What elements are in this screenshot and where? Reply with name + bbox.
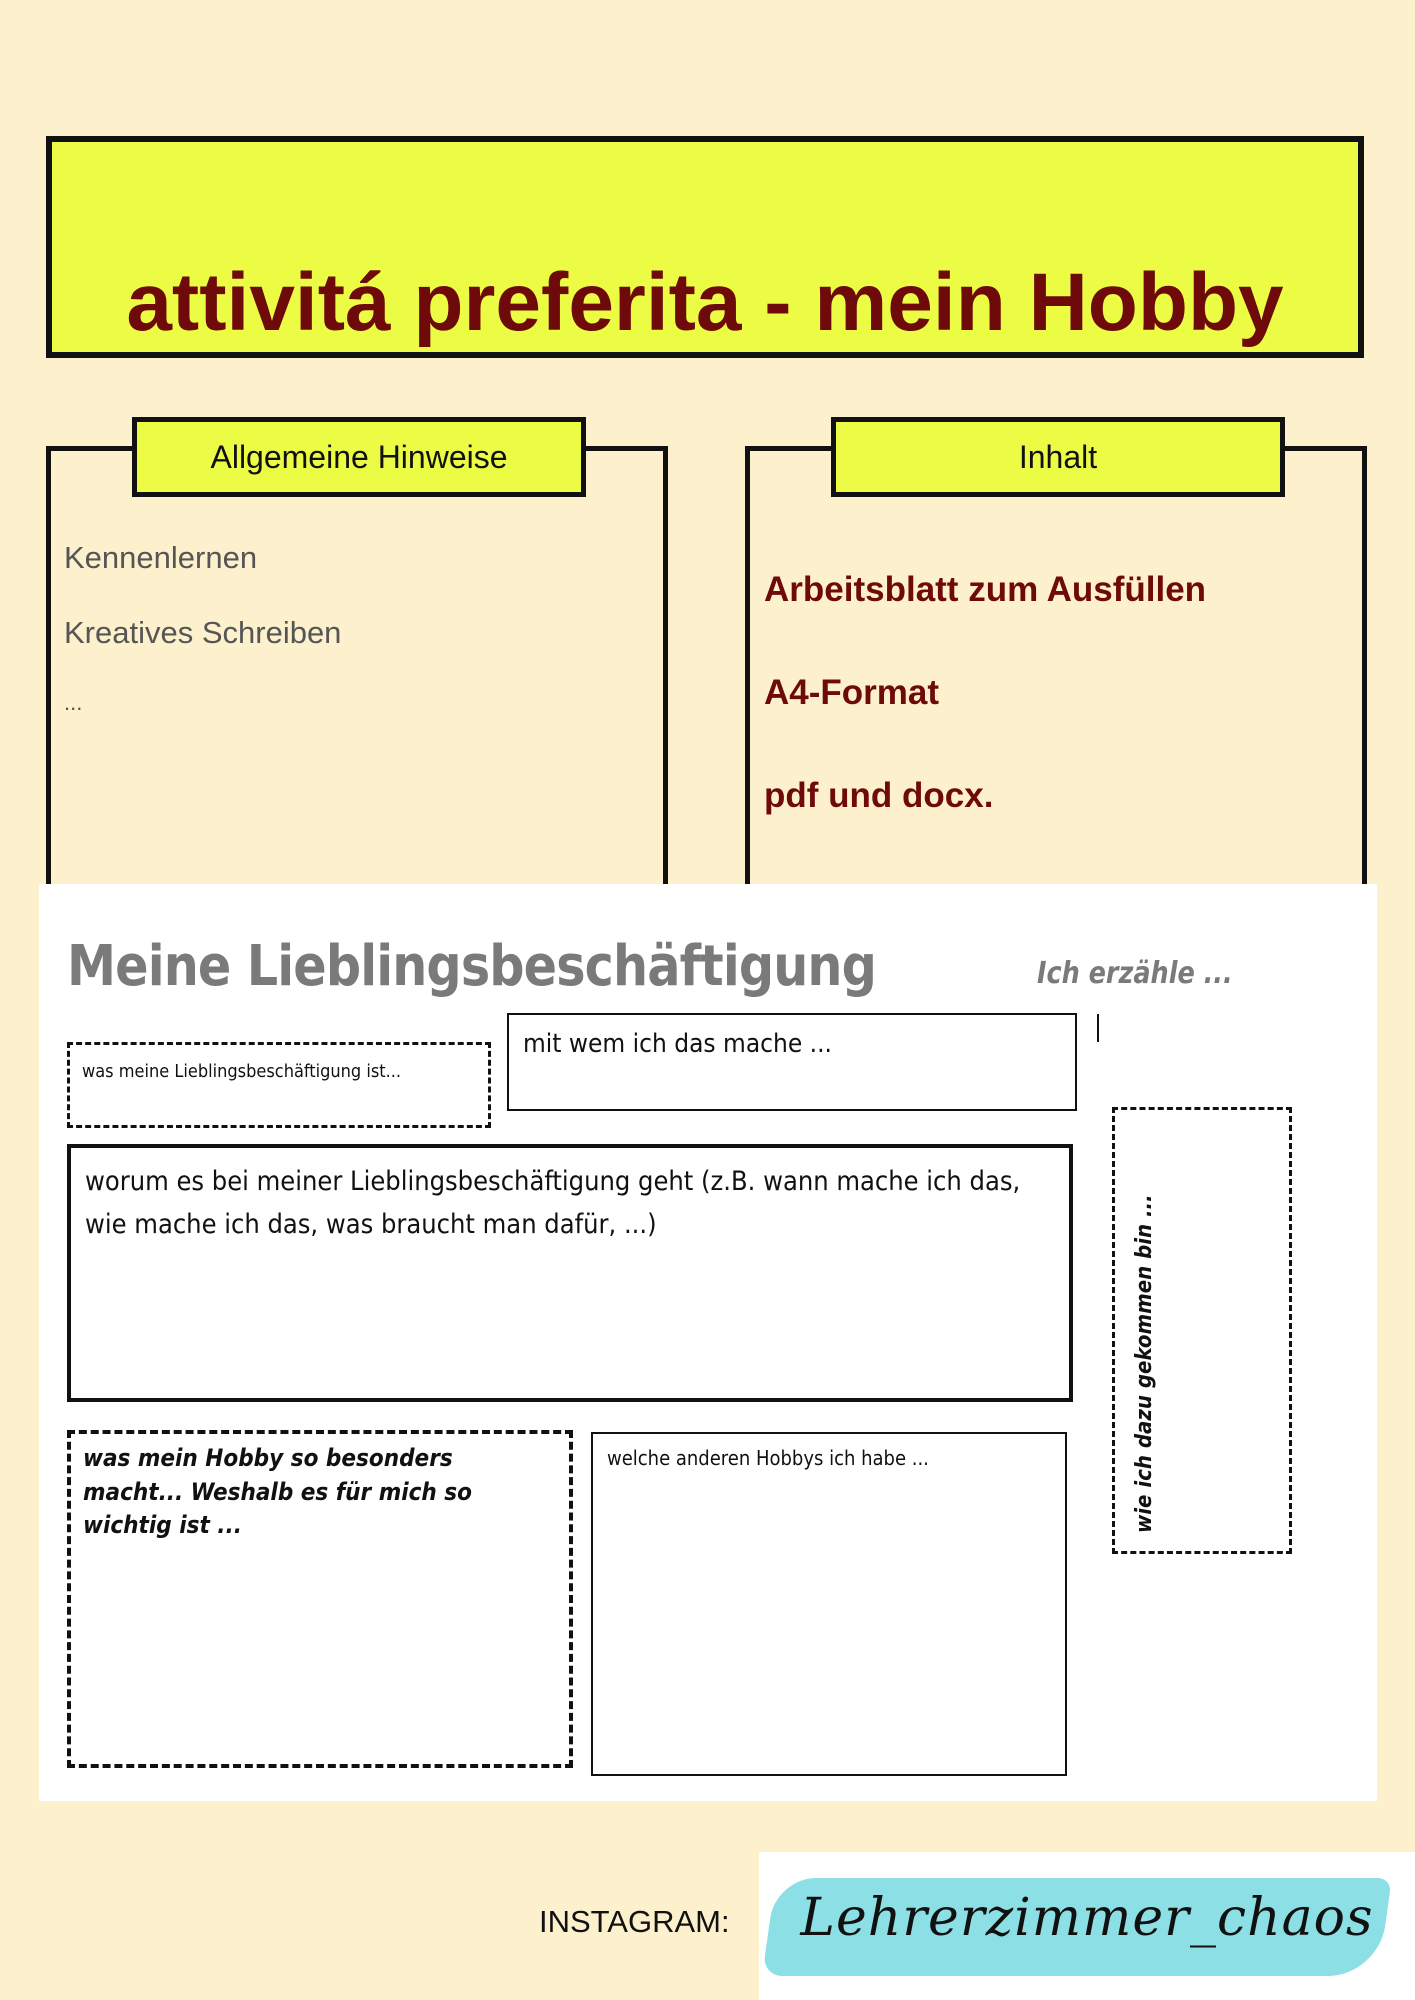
title-banner (46, 136, 1364, 358)
worksheet-preview (39, 884, 1377, 1801)
hint-item: Kreatives Schreiben (64, 615, 342, 650)
text-cursor (1097, 1014, 1099, 1042)
special-box: was mein Hobby so besonders macht... Weshalb es für mich so wichtig ist ... (67, 1430, 573, 1768)
how-started-label: wie ich dazu gekommen bin ... (1132, 1194, 1157, 1533)
with-whom-box: mit wem ich das mache ... (507, 1013, 1077, 1111)
general-notes-panel (46, 446, 668, 886)
hint-item: ... (64, 690, 83, 715)
content-item: Arbeitsblatt zum Ausfüllen (764, 570, 1207, 609)
content-tab: Inhalt (831, 417, 1285, 497)
hint-item: Kennenlernen (64, 540, 258, 575)
content-item: A4-Format (764, 673, 940, 712)
page-title: attivitá preferita - mein Hobby (126, 257, 1284, 348)
general-notes-tab: Allgemeine Hinweise (132, 417, 586, 497)
content-item: pdf und docx. (764, 776, 994, 815)
instagram-badge[interactable] (759, 1852, 1415, 2000)
worksheet-subtitle: Ich erzähle ... (1037, 956, 1233, 991)
worksheet-title: Meine Lieblingsbeschäftigung (67, 934, 877, 999)
what-box: was meine Lieblingsbeschäftigung ist... (67, 1042, 491, 1128)
other-hobbies-box: welche anderen Hobbys ich habe ... (591, 1432, 1067, 1776)
how-started-box (1112, 1107, 1292, 1554)
content-panel (745, 446, 1367, 886)
about-box: worum es bei meiner Lieblingsbeschäftigung geht (z.B. wann mache ich das, wie mache ich das, was braucht man dafür, ...) (67, 1144, 1073, 1402)
instagram-label: INSTAGRAM: (539, 1904, 730, 1939)
instagram-handle[interactable]: Lehrerzimmer_chaos (800, 1888, 1374, 1948)
